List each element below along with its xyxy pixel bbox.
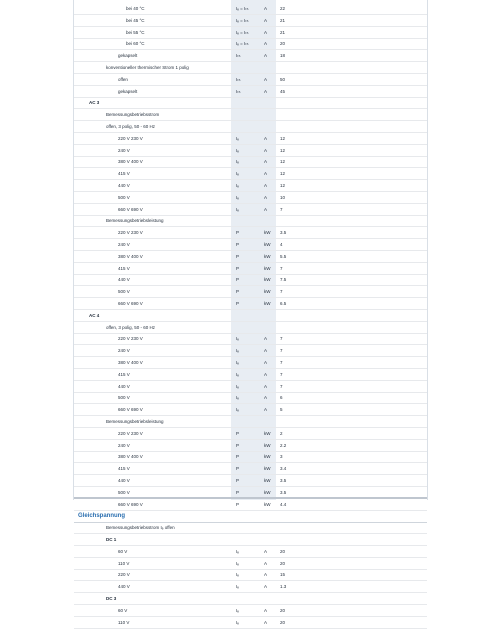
table-row: [74, 264, 427, 275]
table-row: [74, 275, 427, 286]
unit-cell: A: [264, 147, 268, 153]
symbol-cell: Iₑ = Iₜₕ: [236, 41, 249, 47]
table-row: [74, 63, 427, 74]
table-row: [74, 87, 427, 98]
table-row: [74, 252, 427, 263]
value-cell: 1.3: [280, 584, 287, 590]
category-row: [74, 535, 427, 546]
category-row: [74, 311, 427, 322]
symbol-cell: Iₑ: [236, 607, 239, 613]
value-cell: 7: [280, 383, 283, 389]
value-cell: 12: [280, 159, 286, 165]
table-row: [74, 441, 427, 452]
symbol-cell: Iₑ: [236, 548, 239, 554]
table-row: [74, 323, 427, 334]
row-label: DC 1: [106, 537, 117, 542]
symbol-cell: Iₑ: [236, 572, 239, 578]
row-label: 60 V: [118, 548, 128, 554]
row-label: 240 V: [118, 242, 130, 247]
value-cell: 20: [280, 41, 286, 47]
value-cell: 10: [280, 194, 286, 200]
unit-cell: A: [264, 183, 268, 188]
row-label: 60 V: [118, 607, 128, 613]
row-label: offen, 3 polig, 50 - 60 Hz: [106, 324, 155, 330]
symbol-cell: Iₜₕ: [236, 53, 241, 59]
unit-cell: A: [264, 171, 268, 177]
row-label: 440 V: [118, 277, 130, 283]
table-row: [74, 547, 427, 558]
table-row: [74, 346, 427, 357]
row-label: 660 V 690 V: [118, 407, 143, 413]
table-row: [74, 51, 427, 62]
unit-cell: A: [264, 572, 268, 578]
value-cell: 20: [280, 560, 286, 566]
value-cell: 3.5: [280, 478, 287, 483]
row-label: 110 V: [118, 560, 130, 566]
table-row: [74, 240, 427, 251]
row-label: Bemessungsbetriebsstrom Iₑ offen: [106, 525, 175, 531]
table-row: [74, 417, 427, 428]
value-cell: 3.5: [280, 489, 287, 495]
row-label: 415 V: [118, 265, 130, 271]
unit-cell: kW: [264, 478, 271, 483]
symbol-cell: Iₑ: [236, 147, 239, 153]
unit-cell: A: [264, 548, 268, 554]
table-row: [74, 287, 427, 298]
table-row: [74, 382, 427, 393]
value-cell: 2: [280, 430, 283, 436]
symbol-cell: P: [236, 265, 240, 271]
symbol-cell: Iₑ = Iₜₕ: [236, 6, 249, 11]
row-label: offen: [118, 76, 128, 82]
row-label: 380 V 400 V: [118, 159, 143, 165]
unit-cell: A: [264, 6, 268, 11]
unit-cell: A: [264, 53, 268, 59]
row-label: 500 V: [118, 395, 130, 401]
table-row: [74, 146, 427, 157]
unit-cell: kW: [264, 466, 271, 472]
symbol-cell: Iₑ: [236, 619, 239, 625]
unit-cell: kW: [264, 230, 271, 236]
value-cell: 15: [280, 572, 286, 578]
table-row: [74, 228, 427, 239]
row-label: 380 V 400 V: [118, 360, 143, 365]
unit-cell: A: [264, 560, 268, 566]
table-row: [74, 334, 427, 345]
symbol-cell: Iₑ: [236, 348, 239, 354]
table-row: [74, 181, 427, 192]
row-label: gekapselt: [118, 88, 138, 94]
row-label: bei 45 °C: [126, 17, 145, 23]
value-cell: 7: [280, 265, 283, 271]
table-row: [74, 523, 427, 534]
value-cell: 2.2: [280, 442, 287, 448]
value-cell: 6.5: [280, 301, 287, 306]
symbol-cell: P: [236, 454, 240, 460]
row-label: DC 3: [106, 596, 117, 601]
row-label: gekapselt: [118, 53, 138, 59]
section-heading: [74, 511, 427, 523]
table-row: [74, 405, 427, 416]
symbol-cell: Iₑ: [236, 360, 239, 365]
table-row: [74, 122, 427, 133]
table-row: [74, 606, 427, 617]
symbol-cell: P: [236, 253, 240, 259]
bottom-rule: [74, 497, 427, 499]
value-cell: 12: [280, 183, 286, 188]
table-row: [74, 582, 427, 593]
symbol-cell: P: [236, 289, 240, 295]
symbol-cell: P: [236, 478, 240, 483]
symbol-cell: Iₑ: [236, 194, 239, 200]
symbol-cell: Iₑ: [236, 371, 239, 377]
row-label: 500 V: [118, 289, 130, 295]
unit-cell: A: [264, 88, 268, 94]
unit-cell: A: [264, 348, 268, 354]
unit-cell: A: [264, 395, 268, 401]
symbol-cell: Iₜₕ: [236, 88, 241, 94]
value-cell: 22: [280, 6, 286, 11]
row-label: bei 55 °C: [126, 29, 145, 35]
value-cell: 21: [280, 17, 286, 23]
symbol-cell: Iₜₕ: [236, 76, 241, 82]
row-label: 220 V: [118, 572, 130, 578]
symbol-cell: Iₑ: [236, 135, 239, 141]
value-cell: 12: [280, 147, 286, 153]
value-cell: 5: [280, 407, 283, 413]
value-cell: 3.4: [280, 466, 287, 472]
row-label: 415 V: [118, 466, 130, 472]
row-label: 440 V: [118, 383, 130, 389]
table-row: [74, 358, 427, 369]
section-title: Gleichspannung: [78, 513, 126, 520]
table-row: [74, 169, 427, 180]
unit-cell: A: [264, 619, 268, 625]
spec-sheet: [73, 0, 428, 625]
value-cell: 20: [280, 548, 286, 554]
symbol-cell: P: [236, 466, 240, 472]
symbol-cell: P: [236, 489, 240, 495]
value-cell: 7: [280, 336, 283, 342]
table-row: [74, 452, 427, 463]
row-label: 440 V: [118, 478, 130, 483]
unit-cell: kW: [264, 489, 271, 495]
value-cell: 3.5: [280, 230, 287, 236]
symbol-cell: Iₑ: [236, 206, 239, 212]
value-cell: 7.5: [280, 277, 287, 283]
unit-cell: kW: [264, 442, 271, 448]
unit-cell: A: [264, 135, 268, 141]
unit-cell: A: [264, 194, 268, 200]
unit-cell: A: [264, 206, 268, 212]
symbol-cell: P: [236, 242, 240, 247]
unit-cell: A: [264, 17, 268, 23]
symbol-cell: Iₑ: [236, 407, 239, 413]
value-cell: 12: [280, 171, 286, 177]
unit-cell: kW: [264, 454, 271, 460]
row-label: 500 V: [118, 489, 130, 495]
symbol-cell: P: [236, 501, 240, 507]
value-cell: 7: [280, 348, 283, 354]
symbol-cell: Iₑ: [236, 159, 239, 165]
row-label: 240 V: [118, 348, 130, 354]
symbol-cell: Iₑ: [236, 560, 239, 566]
table-row: [74, 75, 427, 86]
row-label: Bemessungsbetriebsleistung: [106, 218, 164, 224]
unit-cell: kW: [264, 289, 271, 295]
value-cell: 4.4: [280, 501, 287, 507]
table-row: [74, 16, 427, 27]
row-label: 220 V 230 V: [118, 230, 143, 236]
table-row: [74, 39, 427, 50]
row-label: AC 3: [89, 100, 100, 106]
symbol-cell: Iₑ: [236, 395, 239, 401]
value-cell: 20: [280, 607, 286, 613]
table-row: [74, 28, 427, 39]
value-cell: 5.5: [280, 253, 287, 259]
row-label: 220 V 230 V: [118, 135, 143, 141]
category-row: [74, 594, 427, 605]
symbol-cell: Iₑ: [236, 183, 239, 188]
symbol-cell: P: [236, 442, 240, 448]
symbol-cell: P: [236, 301, 240, 306]
table-row: [74, 110, 427, 121]
unit-cell: A: [264, 336, 268, 342]
unit-cell: A: [264, 76, 268, 82]
table-row: [74, 205, 427, 216]
symbol-cell: Iₑ: [236, 171, 239, 177]
value-cell: 7: [280, 371, 283, 377]
value-cell: 12: [280, 135, 286, 141]
value-cell: 50: [280, 76, 286, 82]
row-label: 415 V: [118, 371, 130, 377]
unit-cell: kW: [264, 430, 271, 436]
row-label: 220 V 230 V: [118, 430, 143, 436]
row-label: bei 60 °C: [126, 41, 145, 47]
symbol-cell: Iₑ: [236, 336, 239, 342]
table-row: [74, 476, 427, 487]
unit-cell: kW: [264, 253, 271, 259]
row-label: 440 V: [118, 183, 130, 188]
value-cell: 18: [280, 53, 286, 59]
table-row: [74, 157, 427, 168]
row-label: Bemessungsbetriebsstrom: [106, 112, 160, 118]
table-row: [74, 464, 427, 475]
unit-cell: A: [264, 607, 268, 613]
value-cell: 6: [280, 395, 283, 401]
row-label: 415 V: [118, 171, 130, 177]
symbol-cell: P: [236, 430, 240, 436]
symbol-cell: Iₑ: [236, 584, 239, 590]
row-label: 500 V: [118, 194, 130, 200]
unit-cell: A: [264, 41, 268, 47]
category-row: [74, 98, 427, 109]
row-label: bei 40 °C: [126, 6, 145, 11]
unit-cell: kW: [264, 501, 271, 507]
table-row: [74, 570, 427, 581]
value-cell: 20: [280, 619, 286, 625]
row-label: 110 V: [118, 619, 130, 625]
value-cell: 4: [280, 242, 283, 247]
unit-cell: A: [264, 584, 268, 590]
table-row: [74, 193, 427, 204]
row-label: 440 V: [118, 584, 130, 590]
value-cell: 7: [280, 289, 283, 295]
value-cell: 45: [280, 88, 286, 94]
unit-cell: kW: [264, 277, 271, 283]
value-cell: 7: [280, 206, 283, 212]
row-label: offen, 3 polig, 50 - 60 Hz: [106, 124, 155, 129]
unit-cell: A: [264, 371, 268, 377]
table-row: [74, 559, 427, 570]
symbol-cell: Iₑ: [236, 383, 239, 389]
row-label: 220 V 230 V: [118, 336, 143, 342]
row-label: 660 V 690 V: [118, 501, 143, 507]
unit-cell: kW: [264, 301, 271, 306]
row-label: 240 V: [118, 147, 130, 153]
table-row: [74, 4, 427, 15]
unit-cell: A: [264, 159, 268, 165]
table-row: [74, 393, 427, 404]
table-row: [74, 618, 427, 629]
table-row: [74, 500, 427, 511]
unit-cell: kW: [264, 265, 271, 271]
row-label: 240 V: [118, 442, 130, 448]
table-row: [74, 134, 427, 145]
value-cell: 21: [280, 29, 286, 35]
unit-cell: A: [264, 383, 268, 389]
table-row: [74, 370, 427, 381]
symbol-cell: P: [236, 277, 240, 283]
row-label: 660 V 690 V: [118, 206, 143, 212]
row-label: AC 4: [89, 312, 100, 318]
unit-cell: kW: [264, 242, 271, 247]
row-label: 380 V 400 V: [118, 253, 143, 259]
table-row: [74, 429, 427, 440]
symbol-cell: P: [236, 230, 240, 236]
unit-cell: A: [264, 360, 268, 365]
row-label: 380 V 400 V: [118, 454, 143, 460]
table-row: [74, 299, 427, 310]
symbol-cell: Iₑ = Iₜₕ: [236, 17, 249, 23]
row-label: konventioneller thermischer Strom 1 polig: [106, 65, 189, 70]
unit-cell: A: [264, 29, 268, 35]
table-row: [74, 216, 427, 227]
value-cell: 3: [280, 454, 283, 460]
unit-cell: A: [264, 407, 268, 413]
symbol-cell: Iₑ = Iₜₕ: [236, 29, 249, 35]
row-label: Bemessungsbetriebsleistung: [106, 419, 164, 424]
value-cell: 7: [280, 360, 283, 365]
row-label: 660 V 690 V: [118, 301, 143, 306]
